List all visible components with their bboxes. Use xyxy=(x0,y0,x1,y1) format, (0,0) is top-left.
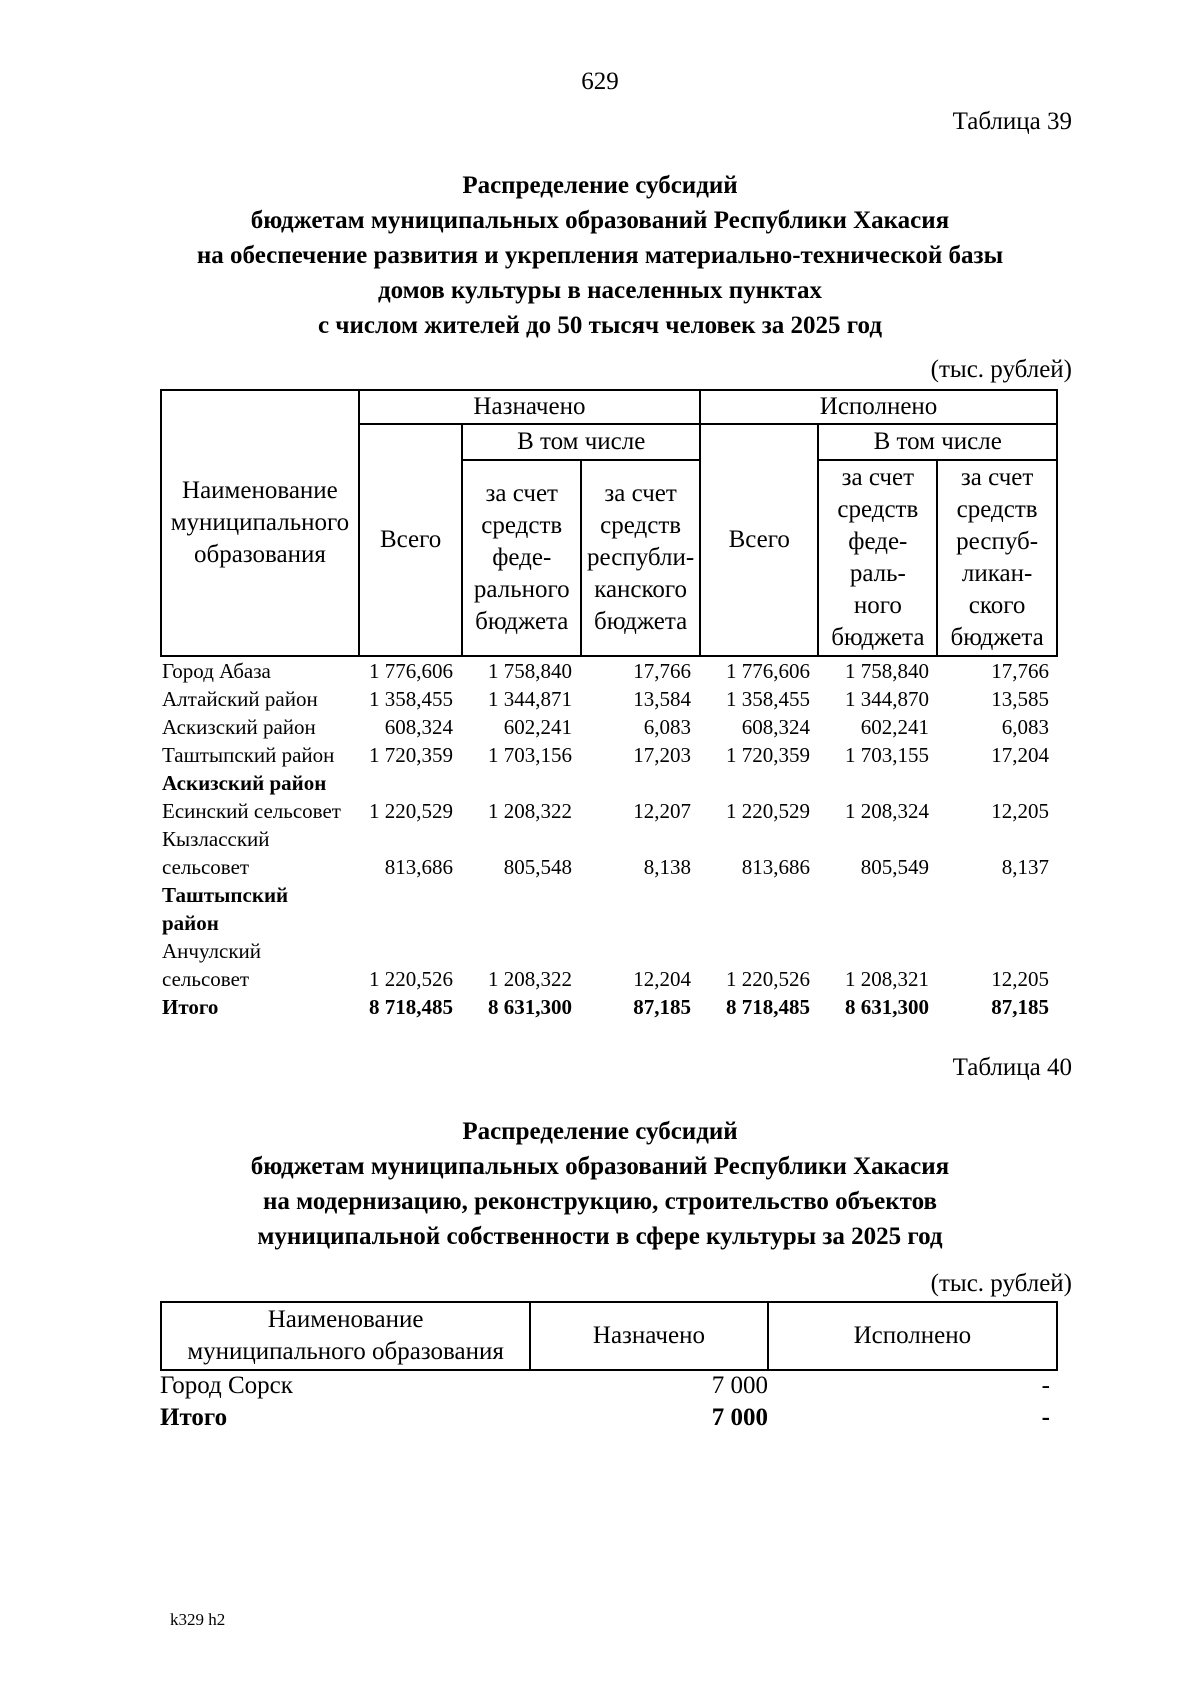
table-40-units: (тыс. рублей) xyxy=(930,1270,1072,1297)
row-name: Аскизский район xyxy=(162,715,316,739)
row-name: Кызласский сельсовет xyxy=(162,827,270,879)
row-value: 813,686 xyxy=(384,855,453,879)
row-value: 602,241 xyxy=(503,715,572,739)
row-value xyxy=(819,881,938,937)
header-assigned: Назначено xyxy=(530,1302,767,1370)
page-number: 629 xyxy=(581,68,619,95)
row-value: 12,207 xyxy=(633,799,691,823)
title-line: на обеспечение развития и укрепления материально-технической базы xyxy=(196,242,1004,269)
row-name: Анчулский сельсовет xyxy=(162,939,262,991)
table-40-title xyxy=(150,1114,1050,1254)
row-value: 87,185 xyxy=(633,995,691,1019)
header-executed-federal: за счет средств феде- раль- ного бюджета xyxy=(818,460,937,656)
table-39-header xyxy=(160,389,1058,657)
row-value: 17,204 xyxy=(991,743,1049,767)
row-value: 1 208,322 xyxy=(488,799,572,823)
row-value: 813,686 xyxy=(741,855,810,879)
table-row xyxy=(160,713,1058,741)
row-value: 1 776,606 xyxy=(726,659,810,683)
title-line: домов культуры в населенных пунктах xyxy=(378,277,822,304)
row-value: 8 631,300 xyxy=(488,995,572,1019)
row-value: 1 220,529 xyxy=(369,799,453,823)
header-executed-including: В том числе xyxy=(818,424,1057,460)
row-value: 1 358,455 xyxy=(369,687,453,711)
row-value: 602,241 xyxy=(860,715,929,739)
row-value: 8 718,485 xyxy=(726,995,810,1019)
row-value: 1 344,871 xyxy=(488,687,572,711)
table-row xyxy=(160,1370,1058,1402)
row-value: 1 208,322 xyxy=(488,967,572,991)
table-39-units: (тыс. рублей) xyxy=(930,356,1072,383)
row-value xyxy=(938,769,1058,797)
row-value xyxy=(358,769,462,797)
row-value: 8 718,485 xyxy=(369,995,453,1019)
row-name: Алтайский район xyxy=(162,687,318,711)
row-value: 1 776,606 xyxy=(369,659,453,683)
row-value: 8 631,300 xyxy=(845,995,929,1019)
row-value: 1 358,455 xyxy=(726,687,810,711)
table-row xyxy=(160,741,1058,769)
header-assigned-republic: за счет средств республи- канского бюджета xyxy=(581,460,700,656)
row-name: Аскизский район xyxy=(162,771,327,795)
row-name: Итого xyxy=(160,1404,228,1431)
table-row-group xyxy=(160,881,1058,937)
row-value: 1 220,526 xyxy=(726,967,810,991)
table-row xyxy=(160,685,1058,713)
row-value xyxy=(938,881,1058,937)
row-value: 17,203 xyxy=(633,743,691,767)
header-assigned-including: В том числе xyxy=(462,424,700,460)
row-value: 12,205 xyxy=(991,967,1049,991)
footer-code: k329 h2 xyxy=(170,1610,226,1629)
table-row xyxy=(160,825,1058,881)
title-line: на модернизацию, реконструкцию, строительство объектов xyxy=(263,1188,937,1215)
title-line: с числом жителей до 50 тысяч человек за 2025 год xyxy=(318,312,882,339)
table-40-header xyxy=(160,1301,1058,1371)
title-line: муниципальной собственности в сфере культуры за 2025 год xyxy=(257,1223,943,1250)
header-assigned: Назначено xyxy=(359,390,700,424)
row-value xyxy=(462,881,581,937)
header-assigned-total: Всего xyxy=(359,424,463,656)
row-assigned: 7 000 xyxy=(711,1372,768,1399)
row-value: 8,138 xyxy=(643,855,691,879)
row-value: 608,324 xyxy=(384,715,453,739)
row-value xyxy=(819,769,938,797)
header-name: Наименование муниципального образования xyxy=(161,390,359,656)
table-row-total xyxy=(160,1402,1058,1434)
header-executed: Исполнено xyxy=(700,390,1057,424)
row-assigned: 7 000 xyxy=(711,1404,768,1431)
row-value xyxy=(581,769,700,797)
title-line: Распределение субсидий xyxy=(462,172,738,199)
row-value: 1 720,359 xyxy=(726,743,810,767)
row-executed: - xyxy=(1041,1404,1050,1431)
header-assigned-federal: за счет средств феде- рального бюджета xyxy=(462,460,581,656)
row-value: 1 220,529 xyxy=(726,799,810,823)
row-value: 1 758,840 xyxy=(488,659,572,683)
row-value: 17,766 xyxy=(991,659,1049,683)
title-line: Распределение субсидий xyxy=(462,1118,738,1145)
row-value: 6,083 xyxy=(1001,715,1049,739)
row-value: 805,549 xyxy=(860,855,929,879)
header-executed: Исполнено xyxy=(768,1302,1057,1370)
row-name: Таштыпский район xyxy=(162,743,335,767)
row-value: 13,585 xyxy=(991,687,1049,711)
row-value: 6,083 xyxy=(643,715,691,739)
row-value: 1 208,321 xyxy=(845,967,929,991)
row-value: 8,137 xyxy=(1001,855,1049,879)
table-row-total xyxy=(160,993,1058,1021)
table-40-body xyxy=(160,1370,1058,1434)
row-value xyxy=(700,881,819,937)
row-value: 1 703,155 xyxy=(845,743,929,767)
header-executed-republic: за счет средств респуб- ликан- ского бюджета xyxy=(937,460,1057,656)
row-value xyxy=(700,769,819,797)
row-value: 87,185 xyxy=(991,995,1049,1019)
title-line: бюджетам муниципальных образований Республики Хакасия xyxy=(250,1153,950,1180)
row-value: 1 720,359 xyxy=(369,743,453,767)
table-row-group xyxy=(160,769,1058,797)
row-executed: - xyxy=(1041,1372,1050,1399)
row-value: 805,548 xyxy=(503,855,572,879)
table-39-body xyxy=(160,657,1058,1021)
table-row xyxy=(160,797,1058,825)
row-value xyxy=(581,881,700,937)
row-value: 1 758,840 xyxy=(845,659,929,683)
row-name: Есинский сельсовет xyxy=(162,799,341,823)
table-40-label: Таблица 40 xyxy=(952,1054,1072,1081)
row-value: 17,766 xyxy=(633,659,691,683)
row-value: 12,205 xyxy=(991,799,1049,823)
table-39-label: Таблица 39 xyxy=(952,108,1072,135)
row-value: 12,204 xyxy=(633,967,691,991)
row-name: Итого xyxy=(162,995,219,1019)
table-row xyxy=(160,657,1058,685)
row-value: 13,584 xyxy=(633,687,691,711)
row-value: 1 344,870 xyxy=(845,687,929,711)
header-executed-total: Всего xyxy=(700,424,818,656)
row-name: Город Абаза xyxy=(162,659,271,683)
table-39-title xyxy=(150,168,1050,343)
row-name: Таштыпский район xyxy=(162,883,289,935)
table-row xyxy=(160,937,1058,993)
row-value: 1 220,526 xyxy=(369,967,453,991)
row-value xyxy=(358,881,462,937)
row-value: 1 208,324 xyxy=(845,799,929,823)
row-value: 608,324 xyxy=(741,715,810,739)
row-name: Город Сорск xyxy=(160,1372,293,1399)
title-line: бюджетам муниципальных образований Республики Хакасия xyxy=(250,207,950,234)
row-value xyxy=(462,769,581,797)
row-value: 1 703,156 xyxy=(488,743,572,767)
header-name: Наименование муниципального образования xyxy=(161,1302,530,1370)
